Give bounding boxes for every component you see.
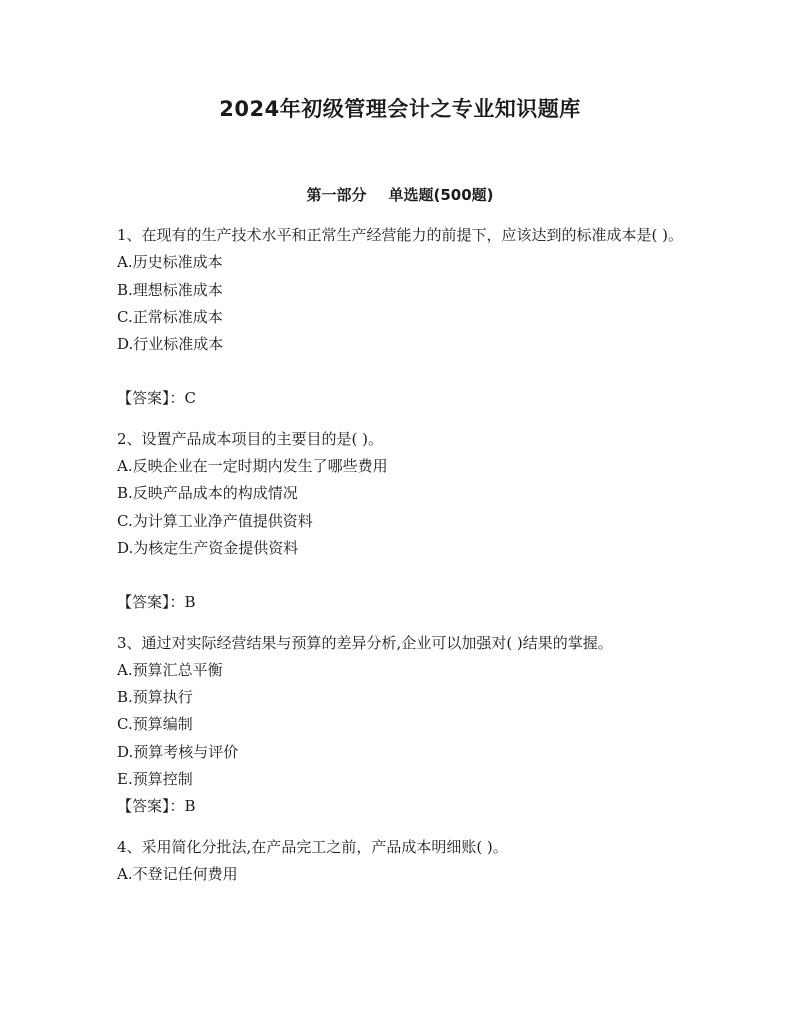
answer-3 [117, 793, 687, 820]
question-1 [117, 222, 687, 358]
answer-value: C [184, 389, 196, 408]
question-stem: 3、通过对实际经营结果与预算的差异分析,企业可以加强对( )结果的掌握。 [117, 633, 613, 652]
question-4 [117, 834, 687, 889]
answer-label: 【答案】： [117, 593, 185, 612]
section-heading [0, 184, 800, 205]
question-2 [117, 426, 687, 562]
option-c: C.正常标准成本 [117, 307, 223, 326]
answer-label: 【答案】： [117, 389, 185, 408]
option-c: C.为计算工业净产值提供资料 [117, 511, 313, 530]
answer-1 [117, 385, 687, 412]
question-stem: 1、在现有的生产技术水平和正常生产经营能力的前提下，应该达到的标准成本是( )。 [117, 226, 684, 244]
option-e: E.预算控制 [117, 770, 193, 789]
option-a: A.预算汇总平衡 [117, 660, 223, 679]
answer-value: B [184, 797, 196, 816]
option-b: B.理想标准成本 [117, 280, 223, 299]
document-title: 2024年初级管理会计之专业知识题库 [219, 97, 581, 121]
option-d: D.预算考核与评价 [117, 742, 239, 761]
section-part: 第一部分 [306, 186, 367, 204]
option-a: A.反映企业在一定时期内发生了哪些费用 [117, 457, 388, 476]
question-3 [117, 630, 687, 794]
option-d: D.行业标准成本 [117, 335, 224, 354]
question-stem: 4、采用简化分批法,在产品完工之前，产品成本明细账( )。 [117, 837, 508, 856]
option-b: B.预算执行 [117, 688, 193, 707]
section-name: 单选题(500题) [388, 186, 494, 204]
option-b: B.反映产品成本的构成情况 [117, 484, 298, 503]
question-list [117, 222, 687, 888]
answer-label: 【答案】： [117, 797, 185, 816]
option-a: A.历史标准成本 [117, 253, 223, 272]
option-c: C.预算编制 [117, 715, 193, 734]
answer-2 [117, 589, 687, 616]
option-a: A.不登记任何费用 [117, 864, 238, 883]
answer-value: B [184, 593, 196, 612]
question-stem: 2、设置产品成本项目的主要目的是( )。 [117, 429, 384, 448]
option-d: D.为核定生产资金提供资料 [117, 538, 299, 557]
